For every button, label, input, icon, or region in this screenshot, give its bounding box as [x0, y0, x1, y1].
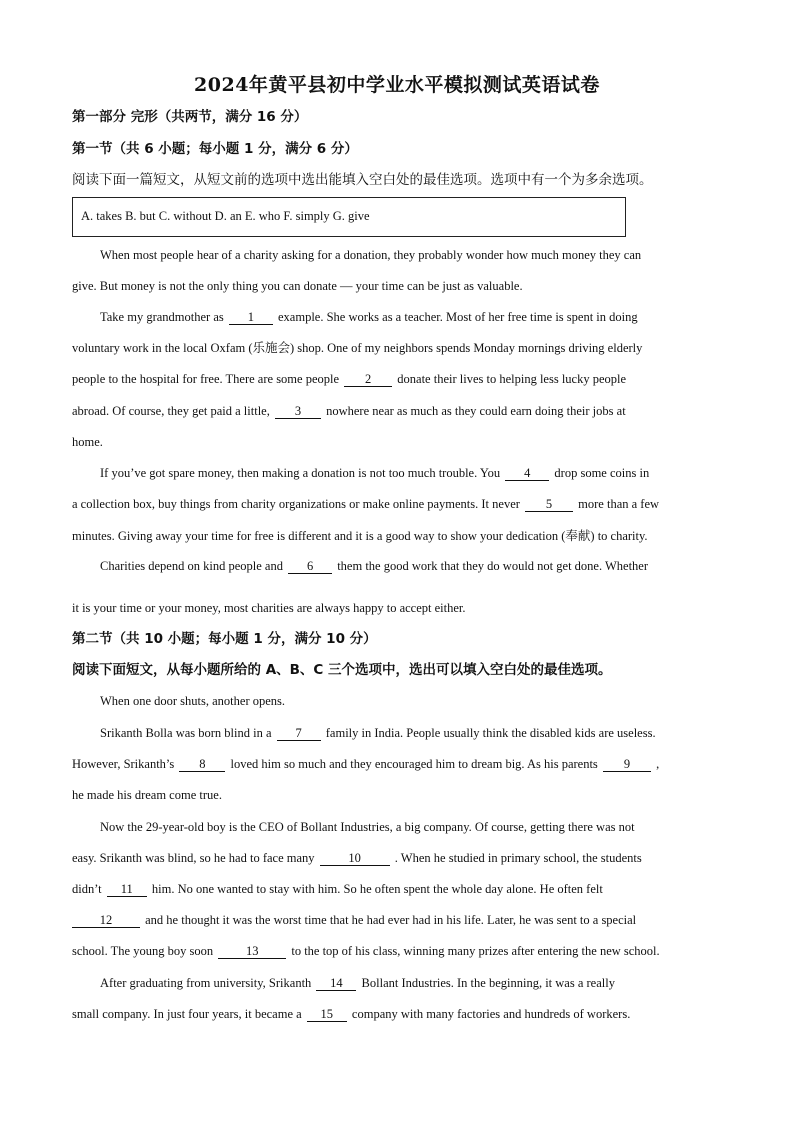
blank-8: 8 [179, 757, 225, 772]
passage2-line: he made his dream come true. [72, 788, 222, 802]
passage2-line: easy. Srikanth was blind, so he had to face many 10 . When he studied in primary school, the students [72, 851, 642, 865]
passage2-line: However, Srikanth’s 8 loved him so much and they encouraged him to dream big. As his parents 9 , [72, 757, 660, 771]
options-box [72, 197, 626, 237]
passage1-line: Take my grandmother as 1 example. She works as a teacher. Most of her free time is spent in doing [100, 310, 638, 324]
section2-heading: 第二节（共 10 小题；每小题 1 分，满分 10 分） [72, 631, 377, 647]
passage1-line: give. But money is not the only thing you can donate — your time can be just as valuable. [72, 279, 523, 293]
blank-7: 7 [277, 726, 321, 741]
passage2-line: didn’t 11 him. No one wanted to stay with him. So he often spent the whole day alone. He often felt [72, 882, 603, 896]
blank-12: 12 [72, 913, 140, 928]
passage2-line: small company. In just four years, it became a 15 company with many factories and hundreds of workers. [72, 1007, 631, 1021]
passage1-line: a collection box, buy things from charity organizations or make online payments. It never 5 more than a few [72, 497, 660, 511]
blank-10: 10 [320, 851, 390, 866]
section1-instruction: 阅读下面一篇短文，从短文前的选项中选出能填入空白处的最佳选项。选项中有一个为多余选项。 [72, 172, 653, 188]
blank-11: 11 [107, 882, 147, 897]
passage1-line: minutes. Giving away your time for free is different and it is a good way to show your dedication (奉献) to charity. [72, 529, 648, 543]
blank-5: 5 [525, 497, 573, 512]
blank-3: 3 [275, 404, 321, 419]
blank-14: 14 [316, 976, 356, 991]
passage2-line: After graduating from university, Srikanth 14 Bollant Industries. In the beginning, it was a really [100, 976, 615, 990]
blank-2: 2 [344, 372, 392, 387]
blank-1: 1 [229, 310, 273, 325]
section1-heading: 第一节（共 6 小题；每小题 1 分，满分 6 分） [72, 141, 358, 157]
passage1-line: home. [72, 435, 103, 449]
passage2-line: 12 and he thought it was the worst time that he had ever had in his life. Later, he was sent to a special [72, 911, 724, 929]
blank-9: 9 [603, 757, 651, 772]
passage1-line: abroad. Of course, they get paid a little, 3 nowhere near as much as they could earn doing their jobs at [72, 404, 626, 418]
passage2-line: Srikanth Bolla was born blind in a 7 family in India. People usually think the disabled kids are useless. [100, 726, 656, 740]
passage1-line: Charities depend on kind people and 6 them the good work that they do would not get done. Whether [100, 559, 649, 573]
passage1-line: voluntary work in the local Oxfam (乐施会) shop. One of my neighbors spends Monday mornings driving elderly [72, 341, 643, 355]
passage1-line: When most people hear of a charity asking for a donation, they probably wonder how much money they can [100, 248, 642, 262]
blank-4: 4 [505, 466, 549, 481]
blank-6: 6 [288, 559, 332, 574]
blank-13: 13 [218, 944, 286, 959]
options-list: A. takes B. but C. without D. an E. who F. simply G. give [81, 209, 370, 223]
part1-heading: 第一部分 完形（共两节，满分 16 分） [72, 109, 308, 125]
blank-15: 15 [307, 1007, 347, 1022]
passage2-subtitle: When one door shuts, another opens. [100, 694, 286, 708]
passage1-line: it is your time or your money, most charities are always happy to accept either. [72, 601, 466, 615]
exam-title: 2024年黄平县初中学业水平模拟测试英语试卷 [194, 74, 600, 96]
passage2-line: Now the 29-year-old boy is the CEO of Bollant Industries, a big company. Of course, getting there was not [100, 820, 635, 834]
section2-instruction: 阅读下面短文，从每小题所给的 A、B、C 三个选项中，选出可以填入空白处的最佳选项。 [72, 662, 612, 678]
passage1-line: If you’ve got spare money, then making a donation is not too much trouble. You 4 drop some coins in [100, 466, 650, 480]
passage2-line: school. The young boy soon 13 to the top of his class, winning many prizes after entering the new school. [72, 944, 660, 958]
passage1-line: people to the hospital for free. There are some people 2 donate their lives to helping less lucky people [72, 372, 627, 386]
